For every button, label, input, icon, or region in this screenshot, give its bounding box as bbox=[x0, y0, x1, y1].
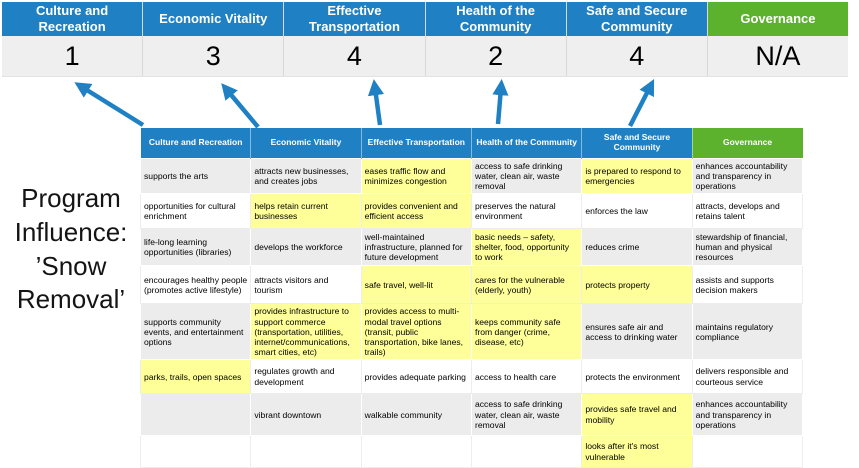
influence-matrix bbox=[140, 128, 803, 468]
summary-column bbox=[426, 2, 566, 76]
matrix-cell: delivers responsible and courteous service bbox=[692, 360, 802, 394]
summary-header: Health of the Community bbox=[426, 2, 566, 36]
summary-header: Governance bbox=[708, 2, 848, 36]
summary-score: N/A bbox=[708, 36, 848, 76]
summary-header: Effective Transportation bbox=[284, 2, 424, 36]
matrix-cell-highlighted: basic needs – safety, shelter, food, opportunity to work bbox=[471, 229, 581, 266]
matrix-cell bbox=[471, 436, 581, 468]
matrix-header-row bbox=[141, 128, 803, 159]
summary-header: Safe and Secure Community bbox=[567, 2, 707, 36]
matrix-cell-highlighted: safe travel, well-lit bbox=[361, 266, 471, 304]
matrix-cell bbox=[692, 436, 802, 468]
matrix-cell: regulates growth and development bbox=[251, 360, 361, 394]
matrix-cell: maintains regulatory compliance bbox=[692, 304, 802, 360]
summary-score: 1 bbox=[2, 36, 142, 76]
matrix-cell: attracts, develops and retains talent bbox=[692, 194, 802, 229]
matrix-cell: stewardship of financial, human and physical resources bbox=[692, 229, 802, 266]
matrix-cell-highlighted: cares for the vulnerable (elderly, youth) bbox=[471, 266, 581, 304]
matrix-cell bbox=[141, 394, 251, 436]
matrix-column-header: Governance bbox=[692, 128, 802, 159]
matrix-cell-highlighted: provides access to multi-modal travel options (transit, public transportation, bike lanes, trails) bbox=[361, 304, 471, 360]
matrix-cell: protects the environment bbox=[582, 360, 692, 394]
matrix-row bbox=[141, 304, 803, 360]
matrix-cell: life-long learning opportunities (libraries) bbox=[141, 229, 251, 266]
matrix-cell-highlighted: looks after it's most vulnerable bbox=[582, 436, 692, 468]
matrix-cell: enhances accountability and transparency in operations bbox=[692, 394, 802, 436]
matrix-cell: assists and supports decision makers bbox=[692, 266, 802, 304]
program-influence-label: Program Influence: ’Snow Removal’ bbox=[14, 183, 128, 315]
matrix-row bbox=[141, 266, 803, 304]
influence-arrow bbox=[375, 88, 380, 125]
matrix-cell: enforces the law bbox=[582, 194, 692, 229]
matrix-cell-highlighted: provides safe travel and mobility bbox=[582, 394, 692, 436]
matrix-row bbox=[141, 394, 803, 436]
influence-arrow bbox=[498, 88, 501, 124]
matrix-cell: enhances accountability and transparency in operations bbox=[692, 159, 802, 194]
matrix-cell-highlighted: helps retain current businesses bbox=[251, 194, 361, 229]
matrix-cell-highlighted: is prepared to respond to emergencies bbox=[582, 159, 692, 194]
matrix-cell: encourages healthy people (promotes active lifestyle) bbox=[141, 266, 251, 304]
matrix-cell: well-maintained infrastructure, planned for future development bbox=[361, 229, 471, 266]
summary-header: Culture and Recreation bbox=[2, 2, 142, 36]
matrix-cell-highlighted: provides convenient and efficient access bbox=[361, 194, 471, 229]
matrix-column-header: Health of the Community bbox=[471, 128, 581, 159]
matrix-cell: develops the workforce bbox=[251, 229, 361, 266]
matrix-cell bbox=[141, 436, 251, 468]
summary-column bbox=[708, 2, 848, 76]
influence-arrow bbox=[630, 87, 650, 126]
matrix-cell: attracts new businesses, and creates jobs bbox=[251, 159, 361, 194]
matrix-row bbox=[141, 360, 803, 394]
matrix-column-header: Safe and Secure Community bbox=[582, 128, 692, 159]
matrix-cell: opportunities for cultural enrichment bbox=[141, 194, 251, 229]
summary-score: 4 bbox=[284, 36, 424, 76]
matrix-cell: reduces crime bbox=[582, 229, 692, 266]
matrix-cell: attracts visitors and tourism bbox=[251, 266, 361, 304]
matrix-cell bbox=[361, 436, 471, 468]
matrix-cell-highlighted: provides infrastructure to support commerce (transportation, utilities, internet/communications, smart cities, etc) bbox=[251, 304, 361, 360]
summary-score: 3 bbox=[143, 36, 283, 76]
matrix-cell: walkable community bbox=[361, 394, 471, 436]
summary-score: 4 bbox=[567, 36, 707, 76]
matrix-cell bbox=[251, 436, 361, 468]
matrix-cell-highlighted: protects property bbox=[582, 266, 692, 304]
influence-arrow bbox=[82, 87, 143, 125]
matrix-row bbox=[141, 436, 803, 468]
matrix-cell: access to safe drinking water, clean air, waste removal bbox=[471, 159, 581, 194]
matrix-cell: access to safe drinking water, clean air, waste removal bbox=[471, 394, 581, 436]
matrix-cell: vibrant downtown bbox=[251, 394, 361, 436]
summary-column bbox=[2, 2, 142, 76]
matrix-column-header: Economic Vitality bbox=[251, 128, 361, 159]
matrix-column-header: Effective Transportation bbox=[361, 128, 471, 159]
matrix-cell: preserves the natural environment bbox=[471, 194, 581, 229]
matrix-cell: supports the arts bbox=[141, 159, 251, 194]
matrix-row bbox=[141, 229, 803, 266]
summary-score: 2 bbox=[426, 36, 566, 76]
matrix-row bbox=[141, 159, 803, 194]
summary-column bbox=[567, 2, 707, 76]
matrix-cell-highlighted: parks, trails, open spaces bbox=[141, 360, 251, 394]
matrix-cell: provides adequate parking bbox=[361, 360, 471, 394]
matrix-column-header: Culture and Recreation bbox=[141, 128, 251, 159]
summary-header: Economic Vitality bbox=[143, 2, 283, 36]
matrix-cell: access to health care bbox=[471, 360, 581, 394]
summary-column bbox=[143, 2, 283, 76]
matrix-cell-highlighted: keeps community safe from danger (crime, disease, etc) bbox=[471, 304, 581, 360]
matrix-cell-highlighted: eases traffic flow and minimizes congestion bbox=[361, 159, 471, 194]
matrix-body bbox=[141, 159, 803, 468]
matrix-cell: ensures safe air and access to drinking water bbox=[582, 304, 692, 360]
influence-arrows bbox=[0, 76, 859, 130]
summary-table bbox=[2, 2, 848, 77]
matrix-cell: supports community events, and entertainment options bbox=[141, 304, 251, 360]
influence-arrow bbox=[227, 90, 258, 127]
matrix-row bbox=[141, 194, 803, 229]
summary-column bbox=[284, 2, 424, 76]
